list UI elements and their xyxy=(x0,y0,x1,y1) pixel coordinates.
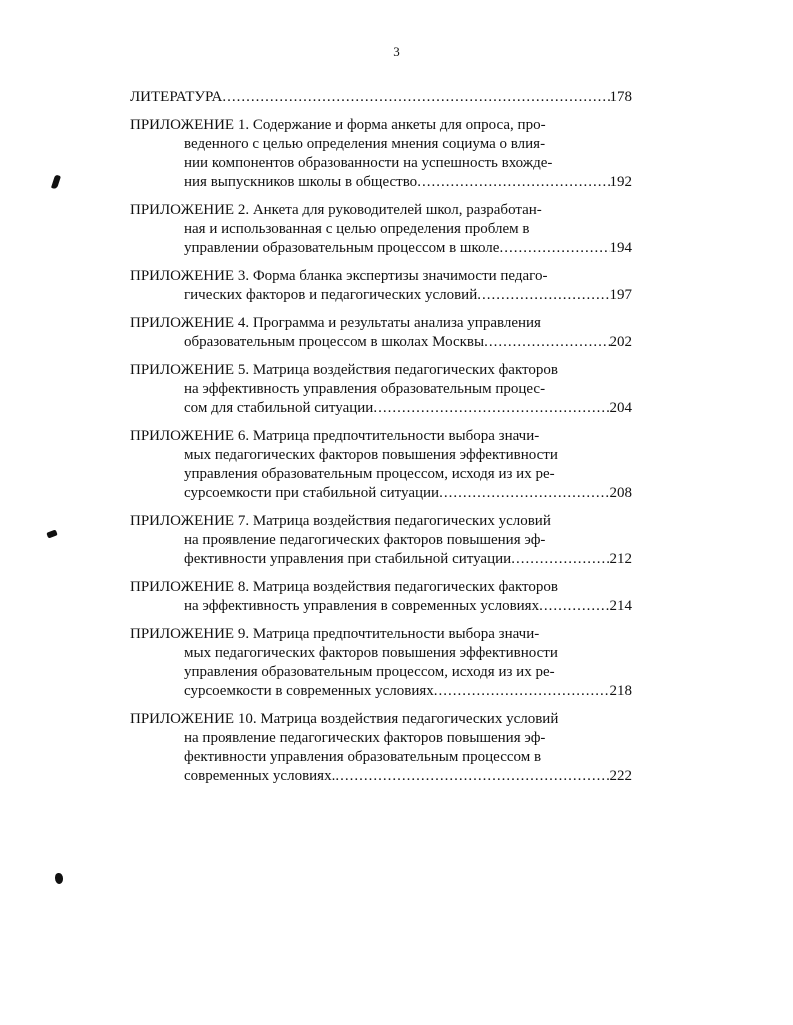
toc-page-number: 208 xyxy=(609,485,632,501)
toc-entry-line: ПРИЛОЖЕНИЕ 6. Матрица предпочтительности выбора значи- xyxy=(130,428,540,444)
toc-entry-line: ПРИЛОЖЕНИЕ 3. Форма бланка экспертизы значимости педаго- xyxy=(130,268,548,284)
dot-leader xyxy=(477,286,609,305)
toc-entry-line: на проявление педагогических факторов повышения эф- xyxy=(184,532,546,548)
toc-entry xyxy=(130,578,632,616)
page-number: 3 xyxy=(393,44,400,59)
toc-entry-line: фективности управления при стабильной ситуации xyxy=(184,551,512,567)
toc-entry-line: ПРИЛОЖЕНИЕ 5. Матрица воздействия педагогических факторов xyxy=(130,362,558,378)
toc-entry-line: мых педагогических факторов повышения эффективности xyxy=(184,645,558,661)
toc-entry-last-line xyxy=(130,88,632,107)
toc-entry-line: ПРИЛОЖЕНИЕ 7. Матрица воздействия педагогических условий xyxy=(130,513,551,529)
toc-page-number: 197 xyxy=(609,287,632,303)
toc-page-number: 194 xyxy=(609,240,632,256)
toc-entry-last-line xyxy=(130,484,632,503)
toc-entry-line: фективности управления образовательным процессом в xyxy=(184,749,542,765)
toc-entry xyxy=(130,314,632,352)
toc-page-number: 218 xyxy=(609,683,632,699)
scan-speck xyxy=(51,174,61,189)
toc-entry xyxy=(130,201,632,258)
toc-page-number: 178 xyxy=(609,89,632,105)
toc-entry-line: сурсоемкости при стабильной ситуации xyxy=(184,485,440,501)
toc-entry-line: ния выпускников школы в общество xyxy=(184,174,418,190)
toc-entry xyxy=(130,710,632,786)
toc-entry-line: сом для стабильной ситуации xyxy=(184,400,374,416)
toc-entry-line: ПРИЛОЖЕНИЕ 2. Анкета для руководителей школ, разработан- xyxy=(130,202,542,218)
toc-entry-last-line xyxy=(130,597,632,616)
toc-entry-last-line xyxy=(130,682,632,701)
toc-entry-last-line xyxy=(130,333,632,352)
scan-speck xyxy=(46,529,57,538)
toc-entry xyxy=(130,116,632,192)
toc-entry-line: на эффективность управления образовательным процес- xyxy=(184,381,546,397)
dot-leader xyxy=(335,767,609,786)
toc-entry-line: на эффективность управления в современных условиях xyxy=(184,598,540,614)
toc-entry xyxy=(130,427,632,503)
toc-entry xyxy=(130,88,632,107)
dot-leader xyxy=(434,682,610,701)
dot-leader xyxy=(499,239,609,258)
toc-entry-line: современных условиях. xyxy=(184,768,336,784)
scan-speck xyxy=(55,873,63,884)
toc-page-number: 212 xyxy=(609,551,632,567)
toc-entry-line: управлении образовательным процессом в школе xyxy=(184,240,500,256)
toc-entry xyxy=(130,625,632,701)
toc-entry xyxy=(130,512,632,569)
toc-entry-last-line xyxy=(130,286,632,305)
toc-entry-line: ПРИЛОЖЕНИЕ 1. Содержание и форма анкеты для опроса, про- xyxy=(130,117,546,133)
toc-entry-line: управления образовательным процессом, исходя из их ре- xyxy=(184,466,555,482)
toc-entry-line: образовательным процессом в школах Москвы xyxy=(184,334,485,350)
toc-page-number: 222 xyxy=(609,768,632,784)
toc-entry xyxy=(130,361,632,418)
toc-entry-last-line xyxy=(130,399,632,418)
toc-entry-line: ПРИЛОЖЕНИЕ 9. Матрица предпочтительности выбора значи- xyxy=(130,626,540,642)
toc-entry-line: управления образовательным процессом, исходя из их ре- xyxy=(184,664,555,680)
toc-page-number: 202 xyxy=(609,334,632,350)
toc-entry-line: нии компонентов образованности на успешность вхожде- xyxy=(184,155,553,171)
toc-page-number: 214 xyxy=(609,598,632,614)
toc-entry-last-line xyxy=(130,767,632,786)
toc-entry-line: ПРИЛОЖЕНИЕ 4. Программа и результаты анализа управления xyxy=(130,315,541,331)
toc-entry-line: ПРИЛОЖЕНИЕ 8. Матрица воздействия педагогических факторов xyxy=(130,579,558,595)
dot-leader xyxy=(539,597,609,616)
dot-leader xyxy=(439,484,609,503)
toc-entry-line: мых педагогических факторов повышения эффективности xyxy=(184,447,558,463)
toc-page-number: 192 xyxy=(609,174,632,190)
table-of-contents xyxy=(130,88,632,795)
dot-leader xyxy=(373,399,609,418)
toc-entry-line: ЛИТЕРАТУРА xyxy=(130,89,223,105)
dot-leader xyxy=(511,550,609,569)
toc-entry-line: на проявление педагогических факторов повышения эф- xyxy=(184,730,546,746)
toc-entry-line: ная и использованная с целью определения проблем в xyxy=(184,221,530,237)
dot-leader xyxy=(417,173,609,192)
toc-entry-line: ПРИЛОЖЕНИЕ 10. Матрица воздействия педагогических условий xyxy=(130,711,559,727)
toc-entry-last-line xyxy=(130,239,632,258)
toc-entry-line: сурсоемкости в современных условиях xyxy=(184,683,434,699)
toc-entry-line: веденного с целью определения мнения социума о влия- xyxy=(184,136,546,152)
dot-leader xyxy=(484,333,609,352)
toc-entry xyxy=(130,267,632,305)
toc-page-number: 204 xyxy=(609,400,632,416)
toc-entry-last-line xyxy=(130,173,632,192)
toc-entry-line: гических факторов и педагогических условий xyxy=(184,287,478,303)
dot-leader xyxy=(222,88,609,107)
toc-entry-last-line xyxy=(130,550,632,569)
